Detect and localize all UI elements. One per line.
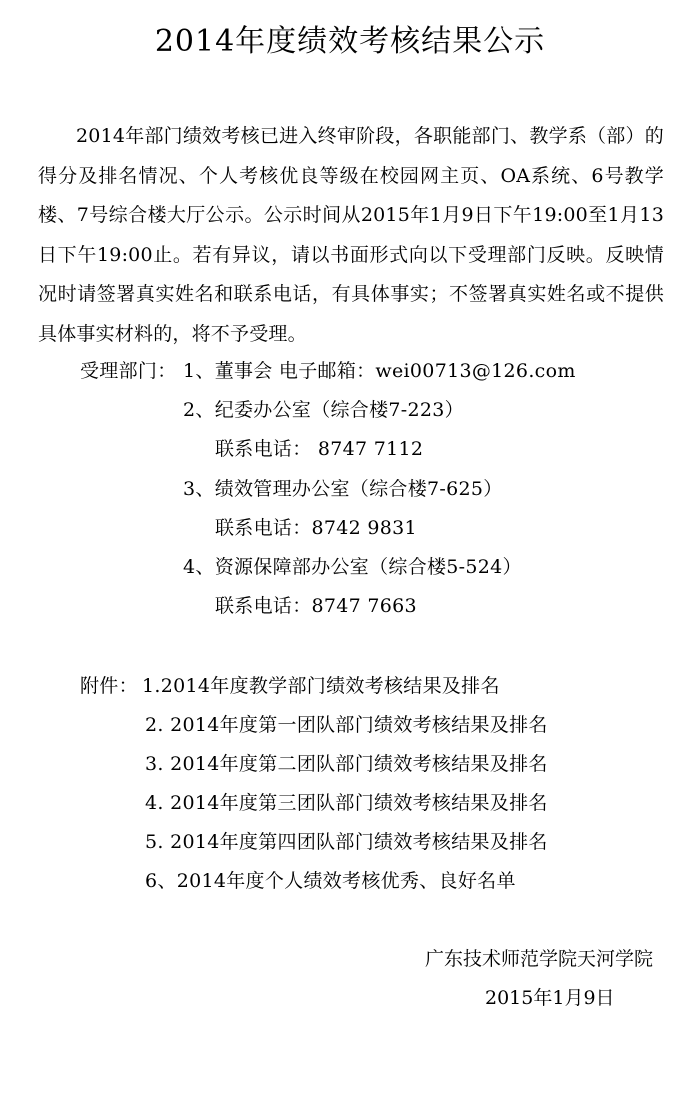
attachment-item-2: 2. 2014年度第一团队部门绩效考核结果及排名 — [145, 714, 548, 736]
departments-heading: 受理部门： — [80, 360, 177, 382]
announcement-paragraph: 2014年部门绩效考核已进入终审阶段，各职能部门、教学系（部）的得分及排名情况、个人考核优良等级在校园网主页、OA系统、6号教学楼、7号综合楼大厅公示。公示时间从2015年1月9日下午19:00至1月13日下午19:00止。若有异议，请以书面形式向以下受理部门反映。反映情况时请签署真实姓名和联系电话，有具体事实；不签署真实姓名或不提供具体事实材料的，将不予受理。 — [38, 125, 664, 345]
department-phone-2: 联系电话： 8747 7112 — [215, 438, 424, 460]
attachment-item-6: 6、2014年度个人绩效考核优秀、良好名单 — [145, 870, 516, 892]
department-phone-4: 联系电话：8747 7663 — [215, 595, 417, 617]
department-item-4: 4、资源保障部办公室（综合楼5-524） — [183, 556, 522, 578]
department-item-2: 2、纪委办公室（综合楼7-223） — [183, 399, 464, 421]
signature-organization: 广东技术师范学院天河学院 — [425, 948, 654, 970]
attachment-item-4: 4. 2014年度第三团队部门绩效考核结果及排名 — [145, 792, 548, 814]
document-title: 2014年度绩效考核结果公示 — [154, 24, 546, 59]
department-item-3: 3、绩效管理办公室（综合楼7-625） — [183, 478, 503, 500]
department-item-1: 1、董事会 电子邮箱：wei00713@126.com — [183, 360, 576, 382]
attachment-item-1: 1.2014年度教学部门绩效考核结果及排名 — [142, 675, 500, 697]
department-phone-3: 联系电话：8742 9831 — [215, 517, 417, 539]
attachment-item-5: 5. 2014年度第四团队部门绩效考核结果及排名 — [145, 831, 548, 853]
attachments-heading: 附件： — [80, 675, 138, 697]
signature-date: 2015年1月9日 — [485, 987, 615, 1009]
attachment-item-3: 3. 2014年度第二团队部门绩效考核结果及排名 — [145, 753, 548, 775]
